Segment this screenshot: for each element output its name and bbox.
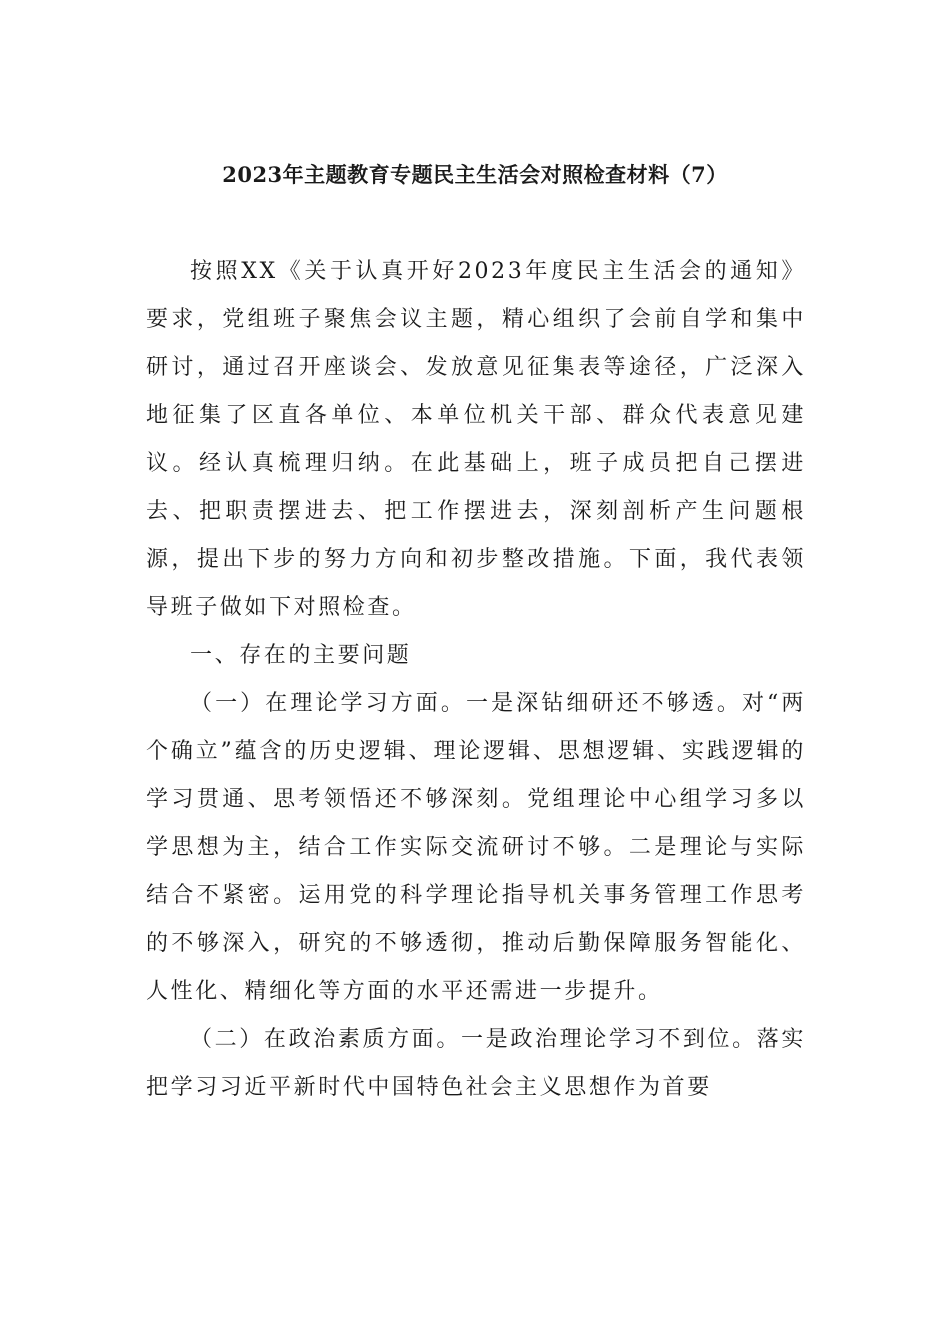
document-title: 2023年主题教育专题民主生活会对照检查材料（7）: [222, 162, 728, 187]
theory-study-paragraph: （一）在理论学习方面。一是深钻细研还不够透。对“两个确立”蕴含的历史逻辑、理论逻辑、思想逻辑、实践逻辑的学习贯通、思考领悟还不够深刻。党组理论中心组学习多以学思想为主，结合工作实际交流研讨不够。二是理论与实际结合不紧密。运用党的科学理论指导机关事务管理工作思考的不够深入，研究的不够透彻，推动后勤保障服务智能化、人性化、精细化等方面的水平还需进一步提升。: [146, 691, 806, 1004]
document-body: [146, 248, 806, 1112]
political-quality-paragraph: （二）在政治素质方面。一是政治理论学习不到位。落实把学习习近平新时代中国特色社会主义思想作为首要: [146, 1027, 806, 1100]
intro-paragraph: 按照XX《关于认真开好2023年度民主生活会的通知》要求，党组班子聚焦会议主题，精心组织了会前自学和集中研讨，通过召开座谈会、发放意见征集表等途径，广泛深入地征集了区直各单位、本单位机关干部、群众代表意见建议。经认真梳理归纳。在此基础上，班子成员把自己摆进去、把职责摆进去、把工作摆进去，深刻剖析产生问题根源，提出下步的努力方向和初步整改措施。下面，我代表领导班子做如下对照检查。: [146, 259, 806, 620]
section-heading: 一、存在的主要问题: [190, 643, 412, 668]
